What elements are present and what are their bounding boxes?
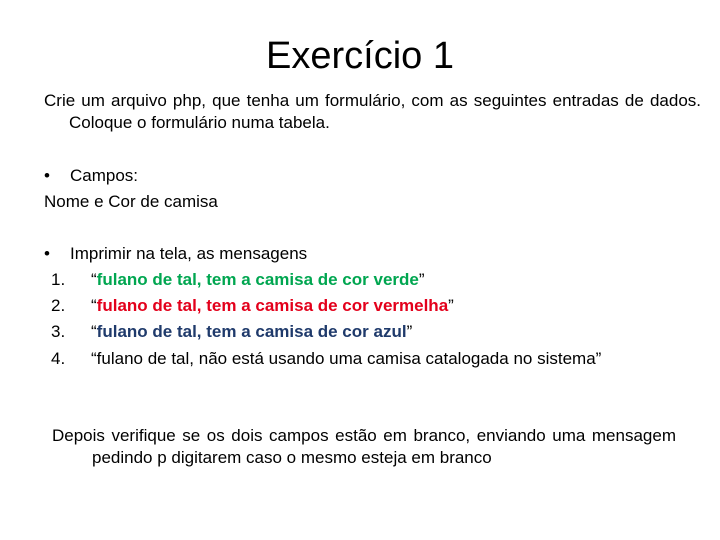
bullet-icon: • — [44, 244, 50, 263]
list-text: “fulano de tal, não está usando uma camisa catalogada no sistema” — [91, 349, 602, 368]
open-quote: “ — [91, 296, 97, 315]
message-red: fulano de tal, tem a camisa de cor vermelha — [96, 296, 449, 315]
close-quote: ” — [448, 296, 454, 315]
footer-paragraph: Depois verifique se os dois campos estão em branco, enviando uma mensagem pedindo p digitarem caso o mesmo esteja em branco — [52, 426, 676, 467]
list-text — [91, 269, 651, 291]
campos-value: Nome e Cor de camisa — [44, 192, 218, 211]
close-quote: ” — [418, 270, 425, 289]
list-number: 2. — [51, 296, 66, 315]
imprimir-label: Imprimir na tela, as mensagens — [70, 244, 308, 263]
open-quote: “ — [91, 322, 97, 341]
campos-label: Campos: — [70, 166, 139, 185]
list-number: 3. — [51, 322, 66, 341]
list-number: 4. — [51, 349, 66, 368]
message-green: fulano de tal, tem a camisa de cor verde — [96, 270, 419, 289]
list-text — [91, 321, 651, 343]
list-text — [91, 295, 651, 317]
message-blue: fulano de tal, tem a camisa de cor azul — [96, 322, 407, 341]
bullet-icon: • — [44, 166, 50, 185]
intro-paragraph: Crie um arquivo php, que tenha um formulário, com as seguintes entradas de dados. Coloque o formulário numa tabela. — [44, 91, 701, 132]
slide-title: Exercício 1 — [266, 35, 454, 77]
bullet-imprimir — [44, 243, 676, 265]
bullet-campos — [44, 165, 676, 187]
close-quote: ” — [406, 322, 413, 341]
list-number: 1. — [51, 270, 66, 289]
open-quote: “ — [91, 270, 97, 289]
